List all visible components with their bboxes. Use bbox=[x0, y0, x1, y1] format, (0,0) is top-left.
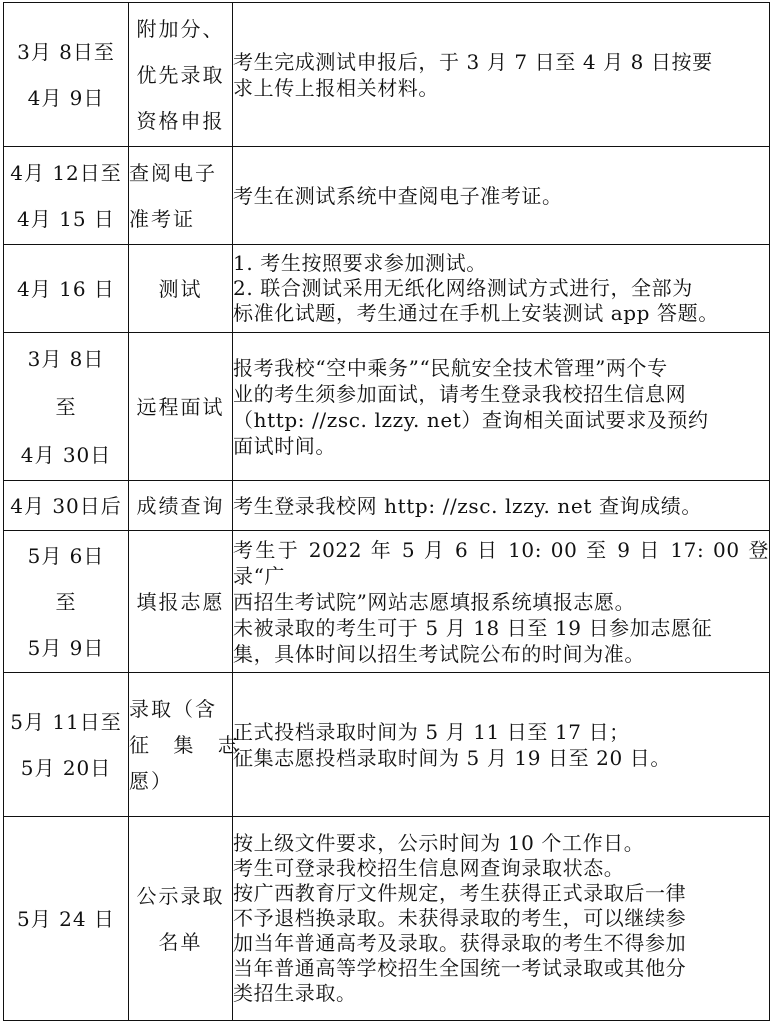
table-row bbox=[4, 817, 770, 1021]
date-cell bbox=[4, 245, 129, 333]
description-cell bbox=[233, 673, 770, 817]
date-line: 3月 8日 bbox=[27, 346, 105, 371]
description-line: 考生于 2022 年 5 月 6 日 10: 00 至 9 日 17: 00 登录“广 bbox=[233, 537, 769, 588]
item-line: 名单 bbox=[158, 929, 203, 954]
item-cell bbox=[129, 3, 233, 147]
item-line: 资格申报 bbox=[136, 108, 225, 133]
item-cell bbox=[129, 245, 233, 333]
date-line: 4月 15 日 bbox=[17, 206, 115, 231]
item-line: 征 集 志 bbox=[129, 732, 247, 757]
description-line: 未被录取的考生可于 5 月 18 日至 19 日参加志愿征 bbox=[233, 615, 713, 640]
description-line: 求上传上报相关材料。 bbox=[233, 75, 439, 100]
table-row bbox=[4, 673, 770, 817]
date-line: 5月 11日至 bbox=[10, 709, 122, 734]
description-cell bbox=[233, 333, 770, 481]
date-line: 4月 9日 bbox=[27, 85, 105, 110]
description-cell bbox=[233, 147, 770, 245]
description-line: 业的考生须参加面试，请考生登录我校招生信息网 bbox=[233, 381, 687, 406]
date-cell bbox=[4, 3, 129, 147]
description-line: 考生登录我校网 http: //zsc. lzzy. net 查询成绩。 bbox=[233, 493, 702, 518]
description-line: 集，具体时间以招生考试院公布的时间为准。 bbox=[233, 641, 645, 666]
date-line: 4月 30日后 bbox=[10, 493, 122, 518]
item-cell bbox=[129, 531, 233, 673]
description-line: 1. 考生按照要求参加测试。 bbox=[233, 251, 487, 275]
date-line: 至 bbox=[55, 589, 77, 614]
date-cell bbox=[4, 531, 129, 673]
item-line: 录取（含 bbox=[129, 696, 217, 721]
description-line: 考生可登录我校招生信息网查询录取状态。 bbox=[233, 856, 625, 880]
description-line: 西招生考试院”网站志愿填报系统填报志愿。 bbox=[233, 589, 636, 614]
description-line: 加当年普通高考及录取。获得录取的考生不得参加 bbox=[233, 931, 687, 955]
table-row bbox=[4, 3, 770, 147]
item-line: 远程面试 bbox=[136, 394, 225, 419]
date-line: 至 bbox=[55, 394, 77, 419]
item-line: 优先录取 bbox=[136, 62, 225, 87]
table-row bbox=[4, 147, 770, 245]
description-cell bbox=[233, 531, 770, 673]
date-cell bbox=[4, 817, 129, 1021]
description-line: 类招生录取。 bbox=[233, 981, 357, 1005]
date-line: 4月 12日至 bbox=[10, 160, 122, 185]
description-cell bbox=[233, 245, 770, 333]
date-line: 4月 16 日 bbox=[17, 276, 115, 301]
date-cell bbox=[4, 333, 129, 481]
item-cell bbox=[129, 333, 233, 481]
table-row bbox=[4, 531, 770, 673]
date-line: 5月 6日 bbox=[27, 543, 105, 568]
item-cell bbox=[129, 481, 233, 531]
date-cell bbox=[4, 147, 129, 245]
description-cell bbox=[233, 817, 770, 1021]
date-line: 4月 30日 bbox=[20, 442, 112, 467]
item-line: 附加分、 bbox=[136, 16, 225, 41]
description-line: 正式投档录取时间为 5 月 11 日至 17 日； bbox=[233, 719, 630, 744]
item-line: 测试 bbox=[158, 276, 203, 301]
description-line: 考生完成测试申报后，于 3 月 7 日至 4 月 8 日按要 bbox=[233, 49, 713, 74]
description-line: 报考我校“空中乘务”“民航安全技术管理”两个专 bbox=[233, 355, 668, 380]
item-cell bbox=[129, 817, 233, 1021]
item-cell bbox=[129, 673, 247, 817]
description-line: 考生在测试系统中查阅电子准考证。 bbox=[233, 183, 563, 208]
item-line: 准考证 bbox=[129, 206, 195, 231]
description-line: 标准化试题，考生通过在手机上安装测试 app 答题。 bbox=[233, 301, 719, 325]
admission-schedule-table bbox=[3, 2, 770, 1021]
date-line: 5月 20日 bbox=[20, 755, 112, 780]
date-line: 3月 8日至 bbox=[17, 39, 115, 64]
description-line: 征集志愿投档录取时间为 5 月 19 日至 20 日。 bbox=[233, 745, 671, 770]
table-row bbox=[4, 333, 770, 481]
description-line: 按广西教育厅文件规定，考生获得正式录取后一律 bbox=[233, 881, 687, 905]
item-line: 成绩查询 bbox=[136, 493, 225, 518]
description-line: 面试时间。 bbox=[233, 433, 336, 458]
item-line: 愿） bbox=[129, 768, 173, 793]
description-line: （http: //zsc. lzzy. net）查询相关面试要求及预约 bbox=[233, 407, 709, 432]
date-line: 5月 9日 bbox=[27, 635, 105, 660]
item-line: 公示录取 bbox=[136, 883, 225, 908]
item-cell bbox=[129, 147, 233, 245]
item-line: 填报志愿 bbox=[136, 589, 225, 614]
description-cell bbox=[233, 481, 770, 531]
date-line: 5月 24 日 bbox=[17, 906, 115, 931]
description-line: 2. 联合测试采用无纸化网络测试方式进行，全部为 bbox=[233, 276, 693, 300]
description-line: 按上级文件要求，公示时间为 10 个工作日。 bbox=[233, 831, 645, 855]
table-row bbox=[4, 245, 770, 333]
table-row bbox=[4, 481, 770, 531]
description-cell bbox=[233, 3, 770, 147]
description-line: 当年普通高等学校招生全国统一考试录取或其他分 bbox=[233, 956, 687, 980]
description-line: 不予退档换录取。未获得录取的考生，可以继续参 bbox=[233, 906, 687, 930]
date-cell bbox=[4, 481, 129, 531]
date-cell bbox=[4, 673, 129, 817]
item-line: 查阅电子 bbox=[129, 160, 217, 185]
